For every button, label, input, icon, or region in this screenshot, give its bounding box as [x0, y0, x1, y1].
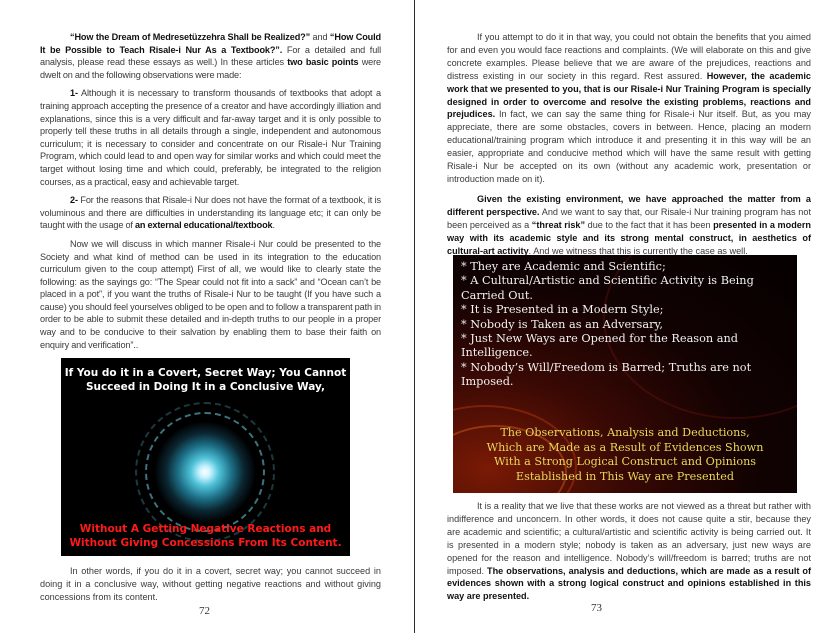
- right-paragraph-1: [447, 31, 811, 186]
- right-text-top: [447, 31, 811, 264]
- left-text-top: [40, 31, 381, 351]
- list-item: * A Cultural/Artistic and Scientific Activity is Being Carried Out.: [461, 274, 754, 302]
- left-paragraph-5: In other words, if you do it in a covert, secret way; you cannot succeed in doing it in a conclusive way, without getting negative reactions and without giving concessions from its content.: [40, 566, 381, 602]
- caption-line: With a Strong Logical Construct and Opinions: [493, 455, 757, 469]
- emphasis: “threat risk”: [531, 219, 586, 230]
- image-caption: [453, 426, 797, 484]
- emphasis: presented in a modern way with its academic style and its strong mental construct, in aesthetics of cultural-art activity: [447, 219, 812, 256]
- page-number: 73: [591, 602, 602, 614]
- academic-presentation-illustration: [453, 255, 797, 493]
- emphasis: two basic points: [287, 57, 359, 68]
- caption-line: Without Giving Concessions From Its Content.: [69, 537, 342, 549]
- text: In fact, we can say the same thing for Risale-i Nur itself. But, as you may appreciate, there are some obstacles, covers in between. Hence, placing an modern educational/training program which introduce it and presenting it in this way will be an easier, appropriate and conducive method which will have the same result with getting Risale-i Nur be accepted on its own (without any academic work, presentation or introduction made on it).: [447, 109, 811, 184]
- text: For a detailed and full analysis, please read these essays as well.) In these articles: [40, 44, 381, 68]
- glowing-orb: [155, 422, 255, 522]
- caption-line: Without A Getting Negative Reactions and: [79, 523, 332, 535]
- text: . And we witness that this is currently the case as well.: [528, 245, 748, 256]
- caption-line: Established in This Way are Presented: [515, 469, 735, 483]
- text: were dwelt on and the following observations were made:: [40, 57, 382, 80]
- list-number: 2-: [70, 195, 78, 206]
- left-paragraph-3: [40, 194, 381, 232]
- right-text-bottom: [447, 500, 811, 610]
- emphasis: an external educational/textbook: [134, 220, 273, 231]
- list-item: * It is Presented in a Modern Style;: [461, 303, 664, 317]
- essay-title-1: “How the Dream of Medresetüzzehra Shall be Realized?”: [70, 32, 311, 42]
- text: It is a reality that we live that these works are not viewed as a threat but rather with indifference and unconcern. In other words, it does not cause quite a stir, because they are academic and scientific; a cultural/artistic and scientific activity is being carried out. It is presented in a modern style; nobody is taken as an adversary, just new ways are opened for the reason and intelligence. Nobody’s will/freedom is barred; truths are not imposed.: [447, 501, 811, 576]
- emphasis: The observations, analysis and deductions, which are made as a result of evidences shown with a strong logical construct and opinions established in this way are presented.: [447, 565, 812, 602]
- left-text-bottom: [40, 565, 381, 611]
- left-paragraph-4: Now we will discuss in which manner Risale-i Nur could be presented to the Society and what kind of method can be used in its integration to the education curriculum given to the coup attempt) First of all, we would like to clearly state the following: as the sayings go: “The Spear could not fit into a sack” and “Ocean can’t be placed in a pot”, if you want the truths of Risale-i Nur to be taught (If you have such a cause) you should feel yourselves obliged to be open and to follow a transparent path in order to be able to submit these detailed and in-depth truths to our people in a proper way and to be conducive to their salvation by enabling them to base their faith on enquiry and verification”..: [40, 238, 381, 350]
- text: Although it is necessary to transform thousands of textbooks that adopt a training approach accepting the presence of a creator and have accordingly illiation and explanations, since this is a very difficult and far-away target and it is only possible to properly tell these truths in all details through a single, independent and autonomous curriculum; it is necessary to consider and concentrate on our Risale-i Nur Training Program, which could lead to and open way for similar works and which could meet the target without losing time and which could, preferably, be integrated to the religion courses, as a practical, easy and achievable target.: [40, 88, 381, 187]
- caption-line: Succeed in Doing It in a Conclusive Way,: [85, 381, 325, 393]
- list-item: * They are Academic and Scientific;: [461, 260, 666, 273]
- text: For the reasons that Risale-i Nur does not have the format of a textbook, it is voluminous and there are difficulties in understanding its language etc; it can only be taught with the usage of: [40, 195, 381, 231]
- text: and: [310, 32, 330, 42]
- list-item: * Nobody is Taken as an Adversary,: [461, 317, 663, 331]
- page-number: 72: [199, 605, 210, 617]
- emphasis: However, the academic work that we presented to you, that is our Risale-i Nur Training Program is specially designed in order to overcome and resolve the existing problems, reactions and prejudices.: [447, 70, 811, 120]
- characteristics-list: [461, 260, 791, 390]
- image-bottom-caption: [61, 522, 350, 550]
- caption-line: If You do it in a Covert, Secret Way; You Cannot: [64, 367, 347, 379]
- list-item: * Nobody’s Will/Freedom is Barred; Truths are not Imposed.: [461, 360, 752, 389]
- covert-way-illustration: [61, 358, 350, 556]
- essay-title-2: “How Could It be Possible to Teach Risale-i Nur As a Textbook?”.: [40, 32, 381, 55]
- left-paragraph-1: [40, 31, 381, 81]
- right-paragraph-2: [447, 193, 811, 258]
- right-paragraph-3: [447, 500, 811, 603]
- text: And we want to say that, our Risale-i Nur training program has not been perceived as a: [447, 206, 811, 230]
- list-item: * Just New Ways are Opened for the Reason and Intelligence.: [461, 332, 739, 360]
- emphasis: Given the existing environment, we have approached the matter from a different perspective.: [447, 193, 811, 217]
- text: due to the fact that it has been: [585, 219, 714, 230]
- caption-line: Which are Made as a Result of Evidences Shown: [486, 440, 764, 454]
- image-top-caption: [61, 366, 350, 394]
- text: If you attempt to do it in that way, you could not obtain the benefits that you aimed for and even you would face reactions and complaints. (We will elaborate on this and give concrete examples. Please believe that we are aware of the prejudices, reactions and distress existing in our society in this regard. Rest assured.: [447, 32, 811, 81]
- left-paragraph-2: [40, 87, 381, 188]
- text: .: [272, 220, 275, 231]
- list-number: 1-: [70, 88, 78, 99]
- caption-line: The Observations, Analysis and Deductions,: [500, 426, 750, 439]
